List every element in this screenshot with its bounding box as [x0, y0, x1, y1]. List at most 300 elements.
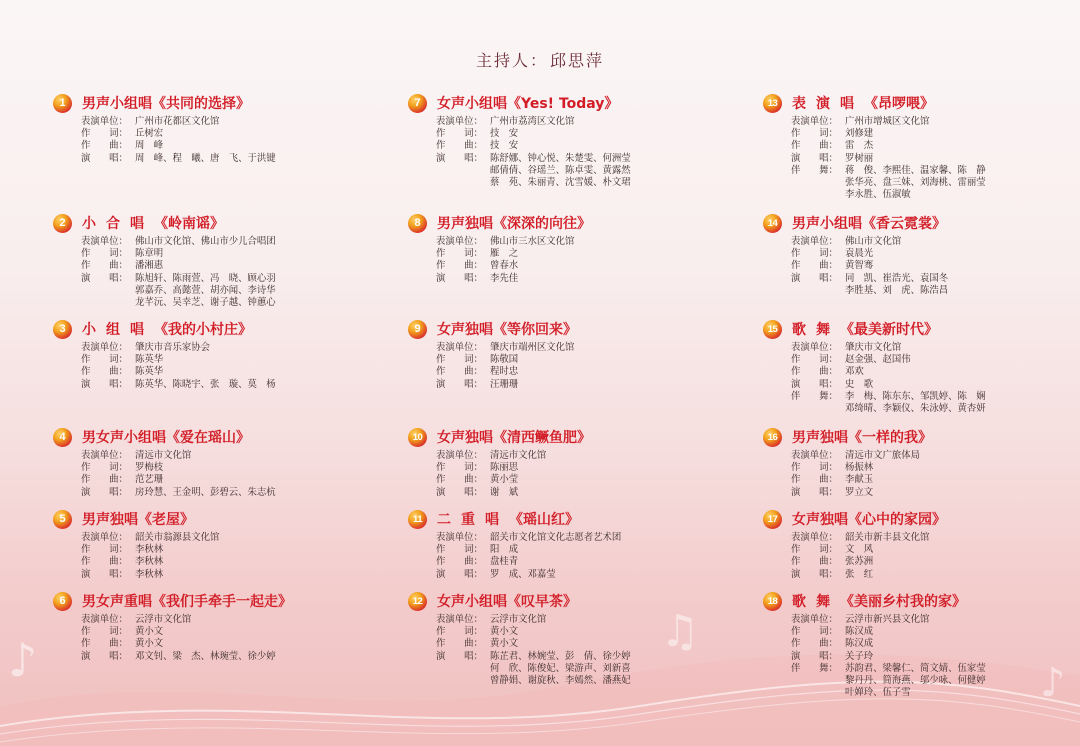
credit-names — [845, 626, 1063, 638]
credit-names — [490, 273, 708, 285]
program-name: 《Yes! Today》 — [507, 96, 619, 112]
credit-names — [135, 366, 353, 378]
credit-role: 作 词： — [436, 544, 483, 556]
credit-line — [791, 474, 1063, 486]
program-number-badge: 15 — [763, 320, 782, 339]
credit-names — [845, 450, 1063, 462]
credit-names — [845, 273, 1063, 297]
credit-line — [791, 153, 1063, 165]
credit-name-line: 罗 成、邓嘉莹 — [490, 568, 556, 580]
program-header — [763, 318, 1063, 340]
credit-role: 演 唱： — [81, 378, 128, 390]
credit-name-line: 黄小文 — [135, 626, 164, 638]
program-header — [408, 318, 708, 340]
credit-name-line: 清远市文化馆 — [490, 450, 547, 461]
credit-names — [490, 248, 708, 260]
program-type: 女声小组唱 — [437, 96, 507, 112]
program-item — [408, 212, 708, 285]
svg-text:♪: ♪ — [1040, 660, 1066, 706]
credit-names — [490, 236, 708, 248]
credit-role: 作 曲： — [81, 556, 128, 568]
credit-name-line: 云浮市文化馆 — [490, 614, 547, 625]
credit-line — [791, 487, 1063, 499]
credit-role: 表演单位： — [791, 450, 838, 461]
credit-role: 表演单位： — [81, 450, 128, 461]
program-item — [408, 590, 708, 687]
credit-name-line: 张苏洲 — [845, 556, 874, 568]
credit-line — [81, 260, 353, 272]
program-number-badge: 8 — [408, 214, 427, 233]
program-header — [53, 92, 353, 114]
credit-name-line: 肇庆市文化馆 — [845, 342, 902, 353]
credit-line — [791, 128, 1063, 140]
credit-name-line: 黄小文 — [490, 638, 519, 650]
credit-line — [81, 273, 353, 310]
program-name: 《一样的我》 — [848, 430, 932, 446]
credit-role: 作 曲： — [436, 140, 483, 152]
credit-role: 演 唱： — [436, 568, 483, 580]
credit-name-line: 曾春水 — [490, 260, 519, 272]
credit-name-line: 清远市文化馆 — [135, 450, 192, 461]
credit-name-line: 程时忠 — [490, 366, 519, 378]
credit-role: 表演单位： — [436, 614, 483, 625]
credit-line — [81, 153, 353, 165]
program-item — [408, 318, 708, 391]
program-title — [437, 591, 577, 611]
credit-name-line: 云浮市新兴县文化馆 — [845, 614, 930, 625]
credit-name-line: 广州市增城区文化馆 — [845, 116, 930, 127]
credit-name-line: 罗立文 — [845, 486, 874, 498]
credit-line — [791, 342, 1063, 354]
credit-line — [436, 532, 708, 544]
credit-names — [845, 248, 1063, 260]
credit-names — [135, 487, 353, 499]
credit-name-line: 广州市荔湾区文化馆 — [490, 116, 575, 127]
credit-role: 作 词： — [81, 626, 128, 638]
program-item — [53, 426, 353, 499]
credit-name-line: 技 安 — [490, 128, 519, 140]
program-type: 男女声重唱 — [82, 594, 152, 610]
credit-name-line: 李秋林 — [135, 568, 164, 580]
program-item — [763, 426, 1063, 499]
credit-line — [791, 354, 1063, 366]
credit-role: 表演单位： — [81, 342, 128, 353]
credit-role: 作 曲： — [81, 260, 128, 272]
credit-line — [436, 116, 708, 128]
credit-role: 伴 舞： — [791, 662, 838, 674]
credit-line — [436, 487, 708, 499]
program-item — [408, 426, 708, 499]
program-type: 女声小组唱 — [437, 594, 507, 610]
program-name: 《叹早茶》 — [507, 594, 577, 610]
credit-name-line: 黄小文 — [135, 638, 164, 650]
program-name: 《老屋》 — [138, 512, 194, 528]
credit-line — [791, 532, 1063, 544]
credit-line — [81, 342, 353, 354]
program-name: 《共同的选择》 — [152, 96, 250, 112]
credit-names — [135, 248, 353, 260]
credit-name-line: 谢 斌 — [490, 486, 519, 498]
credit-name-line: 罗梅枝 — [135, 462, 164, 474]
program-item — [53, 318, 353, 391]
program-title — [82, 93, 250, 113]
program-item — [763, 508, 1063, 581]
program-number-badge: 11 — [408, 510, 427, 529]
credit-lines — [436, 116, 708, 189]
program-name: 《深深的向往》 — [493, 216, 591, 232]
program-header — [408, 508, 708, 530]
credit-name-line: 黄智骞 — [845, 260, 874, 272]
program-type: 男女声小组唱 — [82, 430, 166, 446]
credit-names — [135, 128, 353, 140]
credit-line — [791, 260, 1063, 272]
credit-line — [81, 248, 353, 260]
credit-role: 作 词： — [81, 248, 128, 260]
credit-role: 作 词： — [436, 248, 483, 260]
credit-name-line: 龙芊沅、吴幸芝、谢子越、钟蕙心 — [135, 297, 276, 309]
credit-role: 演 唱： — [81, 272, 128, 284]
credit-role: 作 曲： — [791, 140, 838, 152]
credit-name-line: 赵金强、赵国伟 — [845, 354, 911, 366]
svg-text:♪: ♪ — [8, 633, 38, 687]
credit-line — [791, 273, 1063, 297]
credit-line — [81, 354, 353, 366]
credit-role: 作 词： — [791, 462, 838, 474]
credit-line — [81, 379, 353, 391]
credit-line — [436, 626, 708, 638]
program-title — [792, 509, 946, 529]
credit-role: 演 唱： — [436, 152, 483, 164]
credit-line — [791, 544, 1063, 556]
credit-lines — [791, 116, 1063, 201]
program-title — [792, 213, 946, 233]
credit-lines — [436, 614, 708, 687]
credit-line — [81, 556, 353, 568]
credit-line — [81, 450, 353, 462]
program-type: 女声独唱 — [437, 430, 493, 446]
program-type: 二重唱 — [437, 512, 509, 528]
credit-names — [490, 556, 708, 568]
program-title — [792, 93, 934, 113]
credit-names — [135, 569, 353, 581]
program-type: 歌舞 — [792, 594, 840, 610]
credit-names — [135, 273, 353, 310]
credit-role: 伴 舞： — [791, 164, 838, 176]
credit-lines — [436, 342, 708, 391]
program-header — [763, 426, 1063, 448]
credit-names — [135, 342, 353, 354]
credit-role: 作 词： — [436, 626, 483, 638]
program-number-badge: 2 — [53, 214, 72, 233]
credit-line — [436, 462, 708, 474]
credit-line — [436, 140, 708, 152]
credit-name-line: 汪珊珊 — [490, 378, 519, 390]
credit-names — [490, 116, 708, 128]
program-title — [437, 427, 591, 447]
credit-lines — [81, 614, 353, 663]
program-number-badge: 14 — [763, 214, 782, 233]
credit-names — [135, 260, 353, 272]
credit-role: 表演单位： — [791, 116, 838, 127]
credit-role: 表演单位： — [791, 342, 838, 353]
credit-names — [845, 474, 1063, 486]
credit-lines — [436, 450, 708, 499]
credit-name-line: 蔡 苑、朱丽青、沈雪媛、朴文珺 — [490, 177, 631, 189]
credit-role: 作 词： — [436, 354, 483, 366]
credit-name-line: 文 风 — [845, 544, 874, 556]
credit-names — [490, 366, 708, 378]
program-header — [408, 92, 708, 114]
credit-role: 表演单位： — [436, 116, 483, 127]
credit-role: 演 唱： — [436, 486, 483, 498]
credit-line — [81, 140, 353, 152]
program-name: 《心中的家园》 — [848, 512, 946, 528]
credit-names — [490, 569, 708, 581]
credit-role: 演 唱： — [81, 650, 128, 662]
program-item — [408, 508, 708, 581]
credit-name-line: 杨振林 — [845, 462, 874, 474]
credit-role: 作 曲： — [791, 556, 838, 568]
program-title — [792, 319, 938, 339]
credit-name-line: 邮倩倩、谷瑶兰、陈卓雯、黄露然 — [490, 164, 631, 176]
credit-name-line: 李 梅、陈东东、邹凯婷、陈 娴 — [845, 390, 986, 402]
credit-names — [490, 544, 708, 556]
credit-name-line: 邓文钊、梁 杰、林琬莹、徐少婷 — [135, 650, 276, 662]
program-type: 女声独唱 — [437, 322, 493, 338]
program-number-badge: 16 — [763, 428, 782, 447]
program-type: 小合唱 — [82, 216, 154, 232]
credit-line — [81, 569, 353, 581]
credit-line — [791, 391, 1063, 415]
host-line — [0, 48, 1080, 71]
credit-line — [791, 569, 1063, 581]
credit-names — [490, 260, 708, 272]
credit-names — [845, 462, 1063, 474]
program-item — [763, 92, 1063, 201]
credit-names — [490, 128, 708, 140]
credit-line — [436, 248, 708, 260]
credit-name-line: 韶关市文化馆文化志愿者艺术团 — [490, 532, 622, 543]
credit-lines — [791, 450, 1063, 499]
program-title — [792, 427, 932, 447]
credit-name-line: 陈英华 — [135, 366, 164, 378]
credit-names — [490, 462, 708, 474]
svg-text:♫: ♫ — [660, 606, 700, 657]
credit-line — [791, 140, 1063, 152]
credit-lines — [81, 532, 353, 581]
credit-line — [81, 116, 353, 128]
credit-names — [135, 532, 353, 544]
program-title — [437, 93, 618, 113]
credit-names — [845, 354, 1063, 366]
program-header — [763, 508, 1063, 530]
credit-role: 作 词： — [81, 128, 128, 140]
credit-role: 作 词： — [81, 462, 128, 474]
credit-name-line: 范艺珊 — [135, 474, 164, 486]
credit-names — [490, 140, 708, 152]
credit-line — [436, 379, 708, 391]
credit-lines — [81, 116, 353, 165]
credit-name-line: 韶关市新丰县文化馆 — [845, 532, 930, 543]
credit-lines — [81, 342, 353, 391]
program-number-badge: 5 — [53, 510, 72, 529]
program-item — [53, 590, 353, 663]
program-name: 《香云霓裳》 — [862, 216, 946, 232]
credit-names — [845, 544, 1063, 556]
credit-name-line: 叶婵玲、伍子雪 — [845, 687, 911, 699]
credit-name-line: 阳 成 — [490, 544, 519, 556]
program-name: 《瑶山红》 — [509, 512, 579, 528]
program-title — [82, 213, 224, 233]
credit-names — [490, 487, 708, 499]
credit-lines — [436, 236, 708, 285]
program-number-badge: 3 — [53, 320, 72, 339]
credit-names — [845, 379, 1063, 391]
credit-name-line: 李秋林 — [135, 544, 164, 556]
program-header — [53, 508, 353, 530]
credit-line — [81, 487, 353, 499]
credit-name-line: 史 歌 — [845, 378, 874, 390]
credit-name-line: 云浮市文化馆 — [135, 614, 192, 625]
credit-line — [791, 366, 1063, 378]
credit-line — [436, 366, 708, 378]
credit-line — [436, 474, 708, 486]
credit-name-line: 佛山市文化馆 — [845, 236, 902, 247]
credit-name-line: 李秋林 — [135, 556, 164, 568]
credit-name-line: 陈芷君、林婉莹、彭 倩、徐少婷 — [490, 650, 631, 662]
credit-role: 伴 舞： — [791, 390, 838, 402]
program-header — [53, 318, 353, 340]
program-header — [53, 426, 353, 448]
credit-names — [135, 140, 353, 152]
program-name: 《我的小村庄》 — [154, 322, 252, 338]
credit-role: 作 词： — [81, 354, 128, 366]
credit-role: 表演单位： — [791, 236, 838, 247]
credit-role: 作 曲： — [81, 366, 128, 378]
credit-names — [135, 614, 353, 626]
credit-names — [135, 544, 353, 556]
credit-role: 演 唱： — [81, 486, 128, 498]
credit-name-line: 关子玲 — [845, 650, 874, 662]
credit-lines — [436, 532, 708, 581]
credit-role: 表演单位： — [436, 450, 483, 461]
credit-name-line: 技 安 — [490, 140, 519, 152]
credit-name-line: 盘桂青 — [490, 556, 519, 568]
credit-name-line: 陈丽思 — [490, 462, 519, 474]
program-item — [53, 508, 353, 581]
program-title — [82, 427, 250, 447]
credit-names — [490, 450, 708, 462]
credit-name-line: 雷 杰 — [845, 140, 874, 152]
credit-names — [845, 569, 1063, 581]
credit-line — [81, 614, 353, 626]
credit-name-line: 袁晨光 — [845, 248, 874, 260]
credit-names — [490, 626, 708, 638]
program-header — [763, 212, 1063, 234]
credit-role: 作 曲： — [791, 638, 838, 650]
credit-role: 作 曲： — [81, 474, 128, 486]
credit-line — [436, 638, 708, 650]
credit-role: 作 曲： — [436, 638, 483, 650]
credit-lines — [791, 236, 1063, 297]
program-number-badge: 7 — [408, 94, 427, 113]
credit-names — [135, 379, 353, 391]
credit-role: 表演单位： — [81, 236, 128, 247]
credit-line — [791, 626, 1063, 638]
credit-name-line: 同 凯、崔浩光、袁国冬 — [845, 272, 949, 284]
credit-name-line: 肇庆市音乐家协会 — [135, 342, 211, 353]
credit-role: 表演单位： — [436, 236, 483, 247]
credit-line — [81, 532, 353, 544]
credit-name-line: 李胜基、刘 虎、陈浩昌 — [845, 284, 949, 296]
credit-line — [791, 450, 1063, 462]
program-type: 表演唱 — [792, 96, 864, 112]
program-type: 女声独唱 — [792, 512, 848, 528]
credit-name-line: 陈章明 — [135, 248, 164, 260]
credit-role: 作 曲： — [791, 260, 838, 272]
credit-role: 演 唱： — [791, 152, 838, 164]
program-header — [53, 212, 353, 234]
credit-names — [135, 638, 353, 650]
credit-name-line: 黄小莹 — [490, 474, 519, 486]
credit-names — [490, 153, 708, 190]
program-item — [53, 92, 353, 165]
credit-lines — [791, 342, 1063, 415]
credit-name-line: 陈旭轩、陈雨萱、冯 晓、顾心羽 — [135, 272, 276, 284]
program-number-badge: 4 — [53, 428, 72, 447]
credit-name-line: 周 峰、程 曦、唐 飞、于洪键 — [135, 152, 276, 164]
credit-role: 作 词： — [791, 544, 838, 556]
credit-role: 作 词： — [791, 626, 838, 638]
credit-names — [490, 474, 708, 486]
credit-line — [436, 128, 708, 140]
credit-line — [436, 544, 708, 556]
credit-role: 演 唱： — [436, 378, 483, 390]
credit-name-line: 佛山市三水区文化馆 — [490, 236, 575, 247]
program-title — [437, 319, 577, 339]
credit-name-line: 曾静娟、谢旋秋、李嫣然、潘燕妃 — [490, 675, 631, 687]
credit-name-line: 蒋 俊、李熙佳、温家馨、陈 静 — [845, 164, 986, 176]
credit-names — [845, 140, 1063, 152]
program-name: 《清西鳜鱼肥》 — [493, 430, 591, 446]
credit-name-line: 邓欢 — [845, 366, 864, 378]
program-title — [82, 319, 252, 339]
program-header — [763, 92, 1063, 114]
credit-name-line: 陈敬国 — [490, 354, 519, 366]
credit-names — [135, 354, 353, 366]
credit-name-line: 韶关市翁源县文化馆 — [135, 532, 220, 543]
credit-names — [845, 342, 1063, 354]
program-name: 《最美新时代》 — [840, 322, 938, 338]
credit-line — [791, 462, 1063, 474]
program-item — [408, 92, 708, 189]
credit-names — [845, 532, 1063, 544]
credit-line — [81, 128, 353, 140]
credit-role: 演 唱： — [81, 568, 128, 580]
credit-line — [81, 544, 353, 556]
program-number-badge: 13 — [763, 94, 782, 113]
credit-role: 作 词： — [81, 544, 128, 556]
credit-names — [845, 128, 1063, 140]
credit-name-line: 李永胜、伍淑敏 — [845, 189, 911, 201]
credit-name-line: 陈英华、陈晓宇、张 璇、莫 杨 — [135, 378, 276, 390]
credit-role: 作 曲： — [436, 556, 483, 568]
credit-name-line: 陈舒娜、钟心悦、朱楚雯、何洲莹 — [490, 152, 631, 164]
credit-name-line: 张华亮、盘三妹、刘海桃、雷丽莹 — [845, 177, 986, 189]
host-label: 主持人： — [475, 51, 548, 70]
credit-lines — [791, 614, 1063, 699]
program-title — [437, 509, 579, 529]
